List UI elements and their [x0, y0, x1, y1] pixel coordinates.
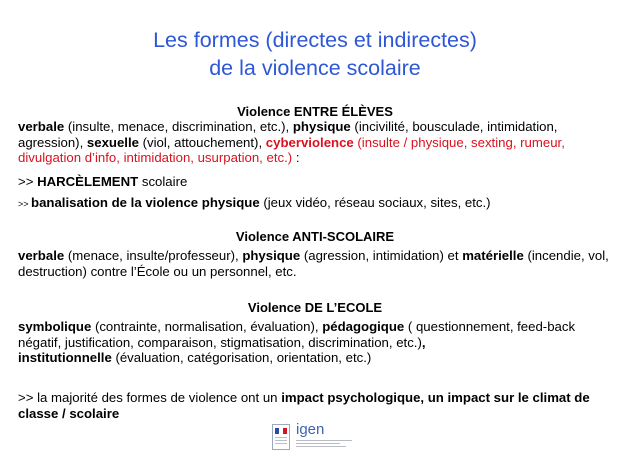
verbale-text: (insulte, menace, discrimination, etc.), — [64, 119, 293, 134]
physique-text: (incivilité, bousculade, intimidation, agression), — [18, 119, 558, 150]
institutionnelle-label: institutionnelle — [18, 350, 112, 365]
banalisation-label: banalisation de la violence physique — [31, 195, 260, 210]
title-line-1: Les formes (directes et indirectes) — [153, 28, 477, 52]
section-heading-entre-eleves: Violence ENTRE ÉLÈVES — [237, 104, 393, 119]
symbolique-label: symbolique — [18, 319, 92, 334]
harcelement-text: scolaire — [138, 174, 188, 189]
sexuelle-text: (viol, attouchement), — [138, 134, 266, 150]
igen-logo — [272, 421, 356, 458]
cyberviolence-text: (insulte / physique, sexting, rumeur, divulgation d’info, intimidation, usurpation, etc.) — [18, 134, 565, 165]
materielle-text: (incendie, vol, destruction) contre l’École ou un personnel, etc. — [18, 248, 609, 279]
small-arrow-marker: >> — [18, 199, 32, 209]
entre-eleves-description — [18, 119, 618, 166]
marianne-logo-icon — [272, 424, 290, 450]
physique-label-2: physique — [242, 248, 301, 263]
igen-logo-text: igen — [296, 421, 325, 438]
conclusion-text: la majorité des formes de violence ont un — [37, 390, 282, 405]
cyberviolence-label: cyberviolence — [265, 134, 354, 150]
symbolique-text: (contrainte, normalisation, évaluation), — [91, 319, 323, 334]
pedagogique-label: pédagogique — [322, 319, 405, 334]
materielle-label: matérielle — [462, 248, 524, 263]
igen-logo-subtitle — [296, 440, 352, 449]
anti-scolaire-description — [18, 248, 618, 279]
conclusion-bold: impact psychologique, un impact sur le climat de classe / scolaire — [18, 390, 590, 421]
physique-label: physique — [292, 119, 351, 134]
section-heading-de-l-ecole: Violence DE L’ECOLE — [247, 300, 383, 315]
verbale-label-2: verbale — [18, 248, 65, 263]
conclusion-arrow: >> — [18, 390, 38, 405]
title-line-2: de la violence scolaire — [209, 56, 421, 80]
verbale-text-2: (menace, insulte/professeur), — [64, 248, 243, 263]
slide-title — [0, 26, 630, 82]
harcelement-line — [18, 174, 618, 190]
section-heading-anti-scolaire: Violence ANTI-SCOLAIRE — [235, 229, 395, 244]
comma: , — [421, 334, 426, 350]
harcelement-label: HARCÈLEMENT — [37, 174, 139, 189]
french-flag-icon — [275, 428, 287, 434]
verbale-label: verbale — [18, 119, 65, 134]
institutionnelle-text: (évaluation, catégorisation, orientation, etc.) — [111, 350, 372, 365]
banalisation-line — [18, 195, 618, 213]
pedagogique-text: ( questionnement, feed-back négatif, justification, comparaison, stigmatisation, discrimination, etc.) — [18, 319, 576, 350]
arrow-marker: >> — [18, 174, 38, 189]
cyberviolence-end: : — [292, 150, 300, 165]
conclusion — [18, 390, 618, 421]
banalisation-text: (jeux vidéo, réseau sociaux, sites, etc.) — [259, 195, 491, 210]
sexuelle-label: sexuelle — [86, 134, 139, 150]
physique-text-2: (agression, intimidation) et — [300, 248, 463, 263]
de-l-ecole-description — [18, 319, 618, 366]
